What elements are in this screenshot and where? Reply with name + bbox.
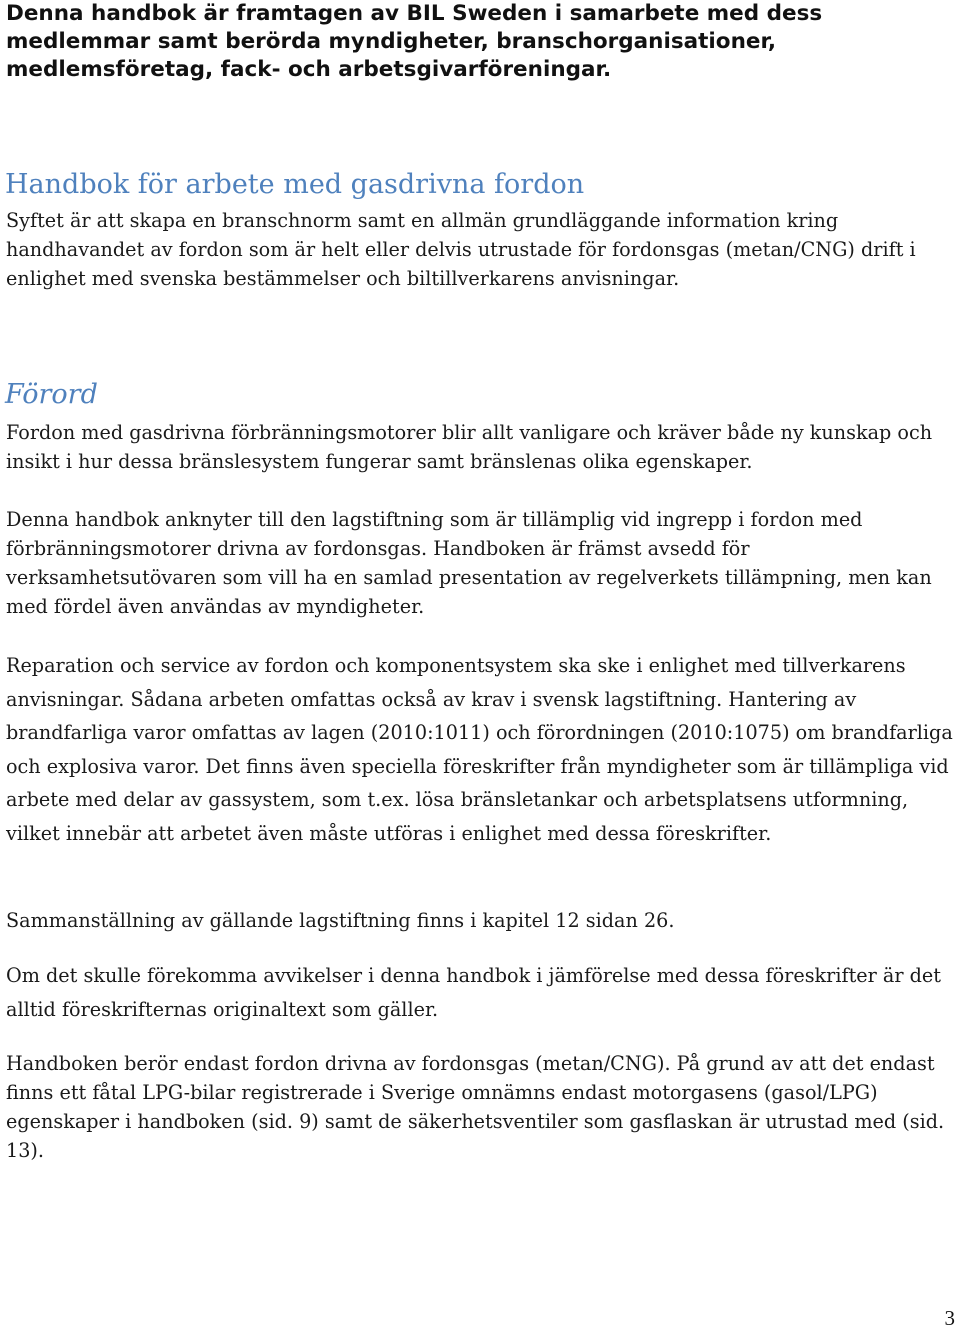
foreword-paragraph-1: Fordon med gasdrivna förbränningsmotorer blir allt vanligare och kräver både ny kunskap och insikt i hur dessa bränslesystem fungerar samt bränslenas olika egenskaper. bbox=[6, 421, 933, 473]
foreword-paragraph-6: Handboken berör endast fordon drivna av fordonsgas (metan/CNG). På grund av att det endast finns ett fåtal LPG-bilar registrerade i Sverige omnämns endast motorgasens (gasol/LPG) egenskaper i handboken (sid. 9) samt de säkerhetsventiler som gasflaskan är utrustad med (sid. 13). bbox=[6, 1052, 945, 1162]
foreword-paragraph-3: Reparation och service av fordon och komponentsystem ska ske i enlighet med tillverkarens anvisningar. Sådana arbeten omfattas också av krav i svensk lagstiftning. Hantering av brandfarliga varor omfattas av lagen (2010:1011) och förordningen (2010:1075) om brandfarliga och explosiva varor. Det finns även speciella föreskrifter från myndigheter som är tillämpliga vid arbete med delar av gassystem, som t.ex. lösa bränsletankar och arbetsplatsens utformning, vilket innebär att arbetet även måste utföras i enlighet med dessa föreskrifter. bbox=[6, 654, 953, 845]
purpose-paragraph: Syftet är att skapa en branschnorm samt en allmän grundläggande information kring handhavandet av fordon som är helt eller delvis utrustade för fordonsgas (metan/CNG) drift i enlighet med svenska bestämmelser och biltillverkarens anvisningar. bbox=[6, 209, 916, 290]
foreword-paragraph-2: Denna handbok anknyter till den lagstiftning som är tillämplig vid ingrepp i fordon med förbränningsmotorer drivna av fordonsgas. Handboken är främst avsedd för verksamhetsutövaren som vill ha en samlad presentation av regelverkets tillämpning, men kan med fördel även användas av myndigheter. bbox=[6, 508, 932, 618]
page-number: 3 bbox=[944, 1306, 955, 1330]
intro-statement: Denna handbok är framtagen av BIL Sweden i samarbete med dess medlemmar samt berörda myndigheter, branschorganisationer, medlemsföretag, fack- och arbetsgivarföreningar. bbox=[6, 1, 823, 82]
foreword-paragraph-4: Sammanställning av gällande lagstiftning finns i kapitel 12 sidan 26. bbox=[6, 909, 675, 932]
document-title: Handbok för arbete med gasdrivna fordon bbox=[5, 169, 585, 200]
foreword-paragraph-5: Om det skulle förekomma avvikelser i denna handbok i jämförelse med dessa föreskrifter är det alltid föreskrifternas originaltext som gäller. bbox=[6, 964, 941, 1021]
foreword-heading: Förord bbox=[5, 379, 98, 410]
